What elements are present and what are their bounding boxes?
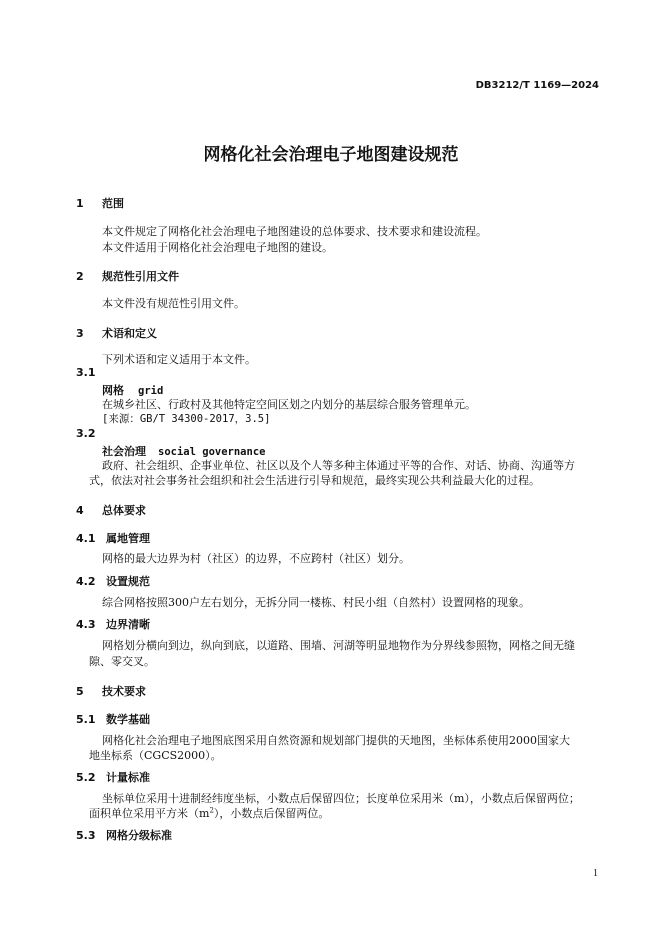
clause-5-1-heading — [76, 711, 150, 727]
section-title: 术语和定义 — [102, 327, 157, 340]
clause-title: 计量标准 — [106, 771, 150, 784]
clause-number: 4.3 — [76, 618, 96, 631]
section-number: 5 — [76, 685, 84, 698]
clause-number: 5.3 — [76, 829, 96, 842]
section-number: 2 — [76, 270, 84, 283]
clause-number: 4.1 — [76, 532, 96, 545]
section-title: 技术要求 — [102, 685, 146, 698]
paragraph: 下列术语和定义适用于本文件。 — [102, 353, 256, 366]
paragraph: 本文件规定了网格化社会治理电子地图建设的总体要求、技术要求和建设流程。 — [102, 225, 487, 238]
text-run: 面积单位采用平方米（m — [89, 807, 210, 820]
term-definition: 政府、社会组织、企事业单位、社区以及个人等多种主体通过平等的合作、对话、协商、沟通等方 — [102, 459, 575, 472]
clause-title: 设置规范 — [106, 575, 150, 588]
term-en: grid — [138, 385, 164, 397]
term-number: 3.2 — [76, 427, 96, 440]
section-5-heading — [76, 683, 146, 699]
paragraph: 网格的最大边界为村（社区）的边界，不应跨村（社区）划分。 — [102, 552, 410, 565]
standard-code: DB3212/T 1169—2024 — [475, 80, 599, 91]
text-run: ），小数点后保留两位。 — [213, 807, 330, 820]
term-en: social governance — [158, 446, 266, 458]
paragraph: 隙、零交叉。 — [89, 655, 155, 668]
section-title: 规范性引用文件 — [102, 270, 179, 283]
term-source: [来源：GB/T 34300-2017，3.5] — [102, 413, 271, 425]
paragraph: 地坐标系（CGCS2000）。 — [89, 749, 222, 762]
paragraph: 本文件没有规范性引用文件。 — [102, 297, 245, 310]
clause-4-1-heading — [76, 530, 150, 546]
clause-number: 5.2 — [76, 771, 96, 784]
paragraph: 网格化社会治理电子地图底图采用自然资源和规划部门提供的天地图，坐标体系使用2000国家大 — [102, 734, 570, 747]
paragraph: 综合网格按照300户左右划分，无拆分同一楼栋、村民小组（自然村）设置网格的现象。 — [102, 596, 530, 609]
paragraph: 本文件适用于网格化社会治理电子地图的建设。 — [102, 241, 333, 254]
section-1-heading — [76, 195, 124, 211]
clause-5-3-heading — [76, 827, 172, 843]
clause-4-2-heading — [76, 573, 150, 589]
term-zh: 社会治理 — [102, 445, 146, 458]
clause-title: 属地管理 — [106, 532, 150, 545]
page-number: 1 — [593, 868, 598, 879]
section-title: 总体要求 — [102, 504, 146, 517]
paragraph — [89, 805, 329, 821]
section-4-heading — [76, 502, 146, 518]
clause-title: 边界清晰 — [106, 618, 150, 631]
section-number: 1 — [76, 197, 84, 210]
section-number: 4 — [76, 504, 84, 517]
paragraph: 网格划分横向到边，纵向到底，以道路、围墙、河湖等明显地物作为分界线参照物，网格之间无缝 — [102, 639, 575, 652]
term-definition: 式，依法对社会事务社会组织和社会生活进行引导和规范，最终实现公共利益最大化的过程。 — [89, 474, 540, 487]
section-number: 3 — [76, 327, 84, 340]
section-2-heading — [76, 268, 179, 284]
section-3-heading — [76, 325, 157, 341]
superscript: 2 — [209, 806, 214, 815]
clause-title: 网格分级标准 — [106, 829, 172, 842]
clause-number: 4.2 — [76, 575, 96, 588]
clause-title: 数学基础 — [106, 713, 150, 726]
term-number: 3.1 — [76, 366, 96, 379]
term-definition: 在城乡社区、行政村及其他特定空间区划之内划分的基层综合服务管理单元。 — [102, 398, 476, 411]
term-zh: 网格 — [102, 384, 124, 397]
paragraph: 坐标单位采用十进制经纬度坐标，小数点后保留四位；长度单位采用米（m），小数点后保留两位； — [102, 792, 580, 805]
clause-number: 5.1 — [76, 713, 96, 726]
clause-5-2-heading — [76, 769, 150, 785]
clause-4-3-heading — [76, 616, 150, 632]
section-title: 范围 — [102, 197, 124, 210]
document-title: 网格化社会治理电子地图建设规范 — [203, 145, 459, 165]
